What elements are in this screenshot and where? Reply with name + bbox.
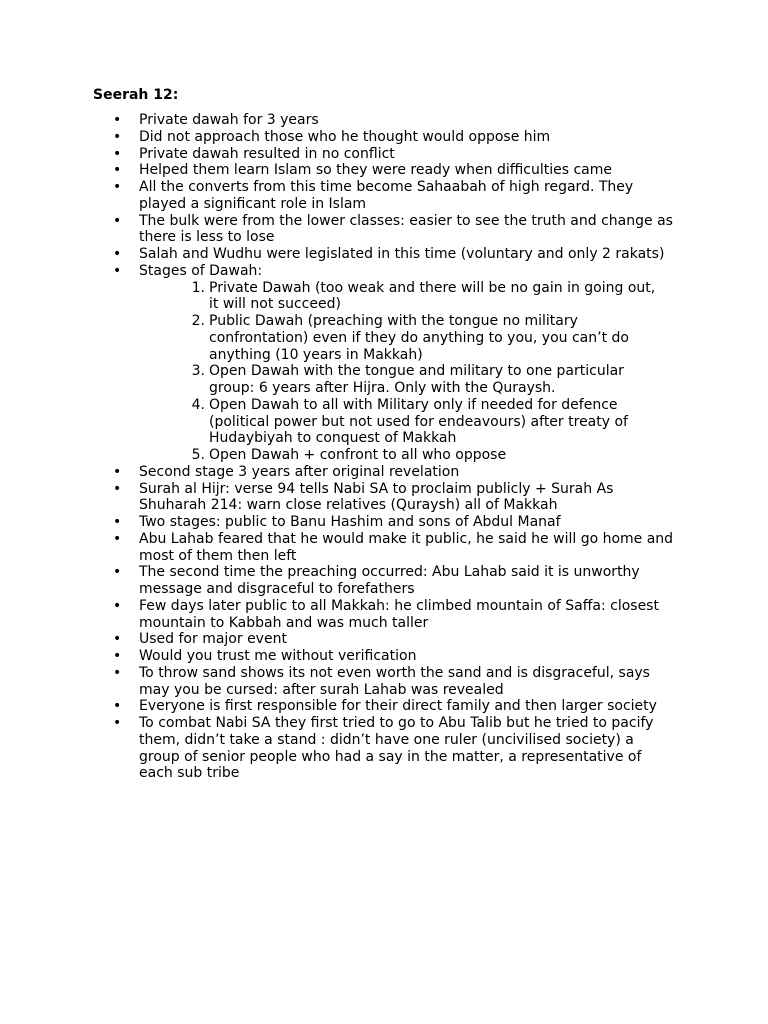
numbered-list-item	[191, 396, 664, 447]
list-item	[0, 631, 674, 648]
list-item	[0, 698, 674, 715]
bullet-icon: •	[113, 530, 122, 547]
list-item-text: Private dawah for 3 years	[139, 112, 319, 128]
list-item-text: The bulk were from the lower classes: easier to see the truth and change as there is less to lose	[139, 212, 673, 246]
list-item	[0, 481, 674, 515]
bullet-icon: •	[113, 698, 122, 715]
numbered-item-text: Open Dawah to all with Military only if needed for defence (political power but not used for endeavours) after treaty of Hudaybiyah to conquest of Makkah	[209, 396, 628, 447]
list-item-text: To throw sand shows its not even worth the sand and is disgraceful, says may you be cursed: after surah Lahab was revealed	[139, 664, 650, 698]
list-item-text: Used for major event	[139, 631, 287, 648]
numbered-item-text: Public Dawah (preaching with the tongue no military confrontation) even if they do anything to you, you can’t do anything (10 years in Makkah)	[209, 313, 629, 363]
bullet-icon: •	[113, 715, 122, 731]
bullet-icon: •	[113, 480, 122, 497]
list-item	[0, 112, 674, 129]
list-number: 5.	[191, 447, 205, 463]
bullet-icon: •	[113, 246, 122, 262]
list-number: 1.	[191, 279, 205, 296]
bullet-list	[0, 112, 768, 782]
list-item-text: Everyone is first responsible for their direct family and then larger society	[139, 698, 657, 715]
bullet-icon: •	[113, 212, 122, 229]
list-item-text: To combat Nabi SA they first tried to go to Abu Talib but he tried to pacify them, didn’t take a stand : didn’t have one ruler (uncivilised society) a group of senior people who had a say in the matter, a representative of each sub tribe	[139, 715, 654, 782]
numbered-list-item	[191, 363, 664, 397]
list-item	[0, 213, 674, 247]
list-item-text: Few days later public to all Makkah: he climbed mountain of Saffa: closest mountain to Kabbah and was much taller	[139, 597, 659, 631]
bullet-icon: •	[113, 162, 122, 179]
list-item	[0, 598, 674, 632]
bullet-icon: •	[113, 145, 122, 162]
list-item-text: Would you trust me without verification	[139, 648, 417, 664]
list-item	[0, 464, 674, 481]
list-item-text: Private dawah resulted in no conflict	[139, 145, 395, 162]
bullet-icon: •	[113, 597, 122, 614]
list-item-text: Abu Lahab feared that he would make it public, he said he will go home and most of them then left	[139, 530, 674, 564]
bullet-icon: •	[113, 648, 122, 664]
numbered-list-item	[191, 313, 664, 363]
bullet-icon: •	[113, 463, 122, 480]
list-item-text: Two stages: public to Banu Hashim and sons of Abdul Manaf	[139, 514, 561, 530]
bullet-icon: •	[113, 179, 122, 195]
numbered-list-item	[191, 279, 664, 314]
bullet-icon: •	[113, 112, 122, 128]
list-item	[0, 246, 674, 263]
numbered-item-text: Open Dawah with the tongue and military to one particular group: 6 years after Hijra. Only with the Quraysh.	[209, 363, 624, 396]
numbered-sublist	[139, 280, 674, 464]
list-item	[0, 531, 674, 565]
bullet-icon: •	[113, 128, 122, 145]
list-item-text: All the converts from this time become Sahaabah of high regard. They played a significant role in Islam	[139, 179, 634, 212]
bullet-icon: •	[113, 262, 122, 279]
list-number: 3.	[191, 363, 205, 380]
list-item	[0, 665, 674, 699]
list-number: 2.	[191, 313, 205, 329]
bullet-icon: •	[113, 514, 122, 530]
list-item	[0, 129, 674, 146]
numbered-item-text: Open Dawah + confront to all who oppose	[209, 447, 507, 463]
list-item-text: Salah and Wudhu were legislated in this time (voluntary and only 2 rakats)	[139, 246, 665, 262]
list-item	[0, 514, 674, 531]
numbered-item-text: Private Dawah (too weak and there will be no gain in going out, it will not succeed)	[209, 279, 656, 313]
list-item	[0, 648, 674, 665]
list-item	[0, 564, 674, 598]
document-title: Seerah 12:	[93, 87, 179, 103]
bullet-icon: •	[113, 564, 122, 581]
list-item-text: Did not approach those who he thought would oppose him	[139, 128, 551, 145]
list-item	[0, 162, 674, 179]
list-item	[0, 715, 674, 782]
bullet-icon: •	[113, 664, 122, 681]
numbered-list-item	[191, 447, 664, 464]
list-item-text: The second time the preaching occurred: Abu Lahab said it is unworthy message and disgraceful to forefathers	[139, 564, 640, 597]
list-item-text: Stages of Dawah:	[139, 262, 263, 279]
list-item-text: Surah al Hijr: verse 94 tells Nabi SA to proclaim publicly + Surah As Shuharah 214: warn close relatives (Quraysh) all of Makkah	[139, 480, 614, 514]
bullet-icon: •	[113, 631, 122, 648]
list-item	[0, 146, 674, 163]
list-item-text: Second stage 3 years after original revelation	[139, 463, 460, 480]
list-item	[0, 263, 674, 464]
list-number: 4.	[191, 396, 205, 413]
list-item	[0, 179, 674, 213]
list-item-text: Helped them learn Islam so they were ready when difficulties came	[139, 162, 612, 179]
